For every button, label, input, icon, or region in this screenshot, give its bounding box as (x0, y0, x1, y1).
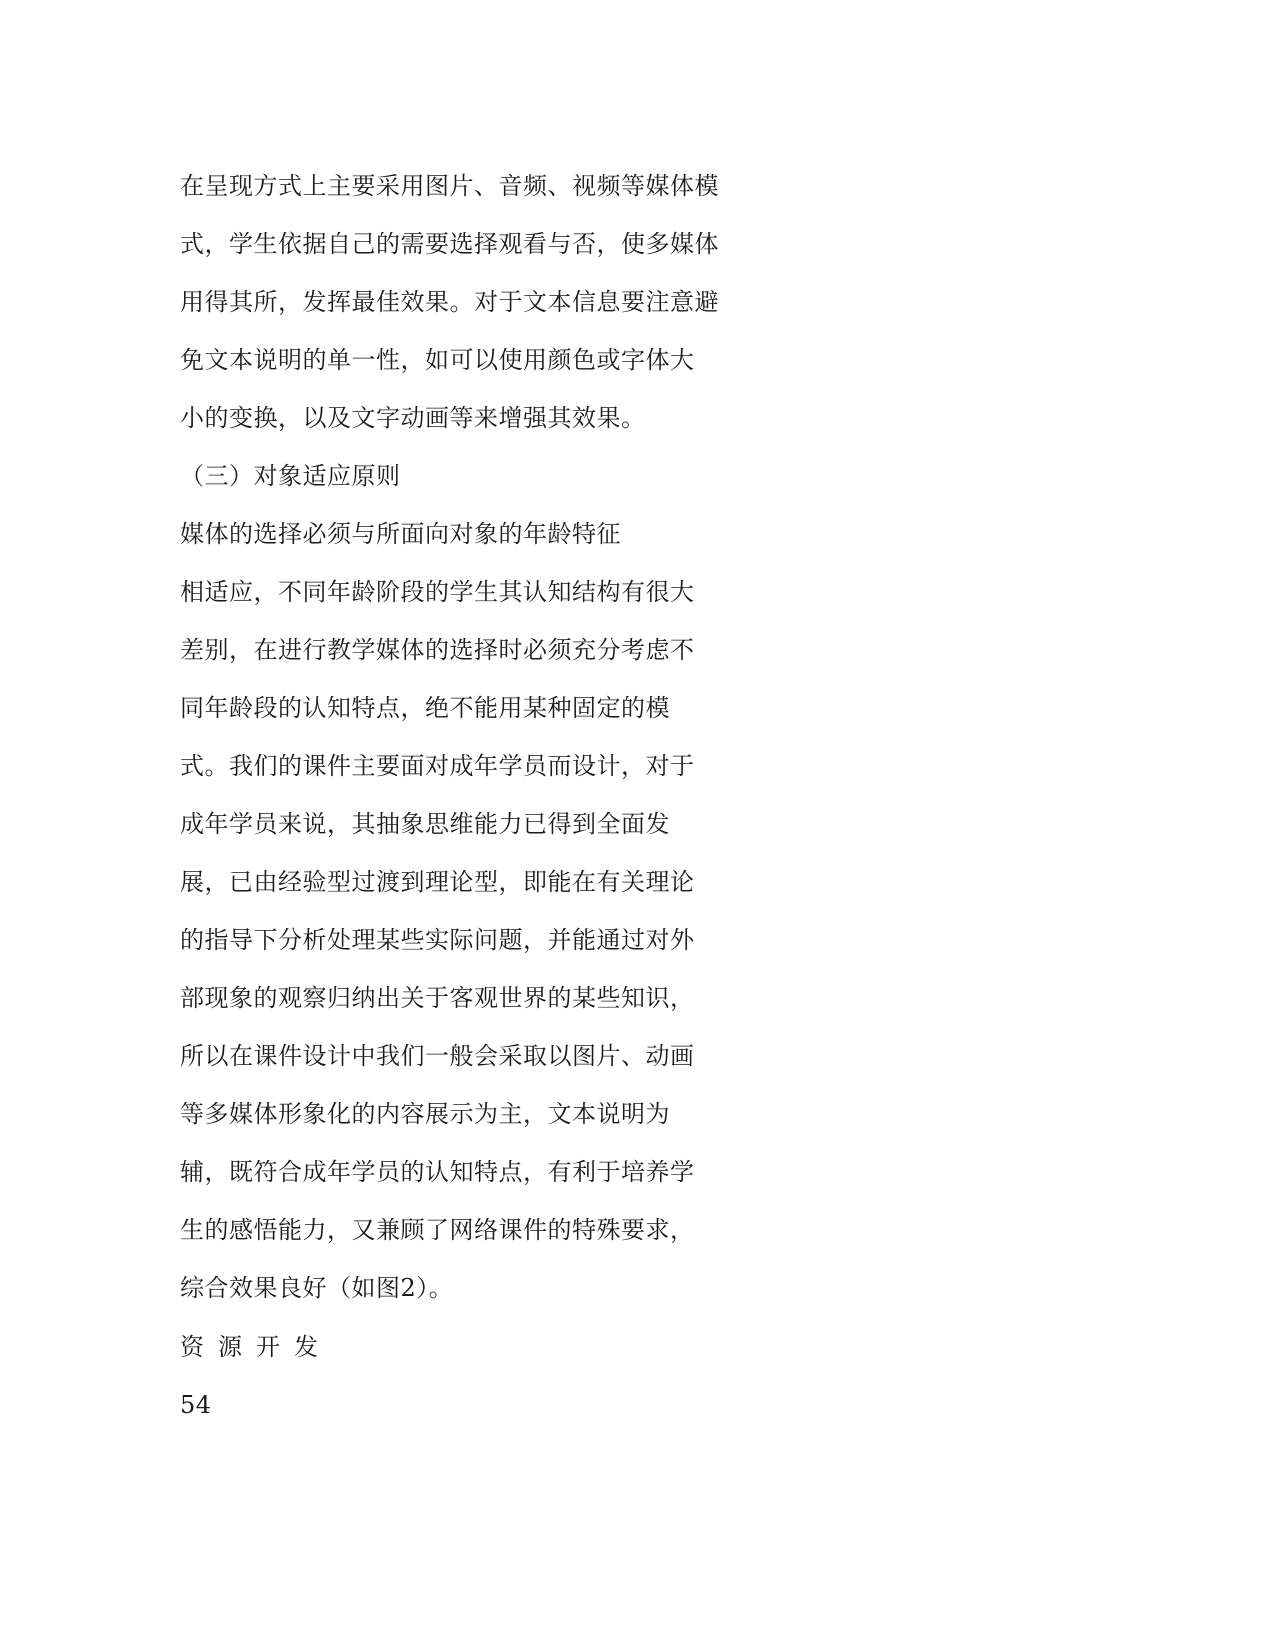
body-text-line: 在呈现方式上主要采用图片、音频、视频等媒体模 (180, 172, 719, 200)
body-text-line: 用得其所，发挥最佳效果。对于文本信息要注意避 (180, 288, 719, 316)
body-text-line: 相适应，不同年龄阶段的学生其认知结构有很大 (180, 578, 695, 606)
body-text-line: 式。我们的课件主要面对成年学员而设计，对于 (180, 752, 695, 780)
body-text-line: 所以在课件设计中我们一般会采取以图片、动画 (180, 1042, 695, 1070)
body-text-line: 的指导下分析处理某些实际问题，并能通过对外 (180, 926, 695, 954)
body-text-line: 同年龄段的认知特点，绝不能用某种固定的模 (180, 694, 670, 722)
body-text-line: 小的变换，以及文字动画等来增强其效果。 (180, 404, 646, 432)
body-text-line: 媒体的选择必须与所面向对象的年龄特征 (180, 520, 621, 548)
body-text-line: 免文本说明的单一性，如可以使用颜色或字体大 (180, 346, 695, 374)
body-text-line: 等多媒体形象化的内容展示为主，文本说明为 (180, 1100, 670, 1128)
footer-section-label: 资源开发 (180, 1333, 332, 1361)
body-text-line: 式，学生依据自己的需要选择观看与否，使多媒体 (180, 230, 719, 258)
body-text-line: 部现象的观察归纳出关于客观世界的某些知识， (180, 984, 695, 1012)
section-heading: （三）对象适应原则 (180, 462, 401, 490)
body-text-line: 展，已由经验型过渡到理论型，即能在有关理论 (180, 868, 695, 896)
body-text-line: 辅，既符合成年学员的认知特点，有利于培养学 (180, 1158, 695, 1186)
body-text-line: 成年学员来说，其抽象思维能力已得到全面发 (180, 810, 670, 838)
page-number: 54 (180, 1391, 212, 1419)
body-text-line: 综合效果良好（如图2）。 (180, 1274, 454, 1302)
body-text-line: 差别，在进行教学媒体的选择时必须充分考虑不 (180, 636, 695, 664)
body-text-line: 生的感悟能力，又兼顾了网络课件的特殊要求， (180, 1216, 695, 1244)
